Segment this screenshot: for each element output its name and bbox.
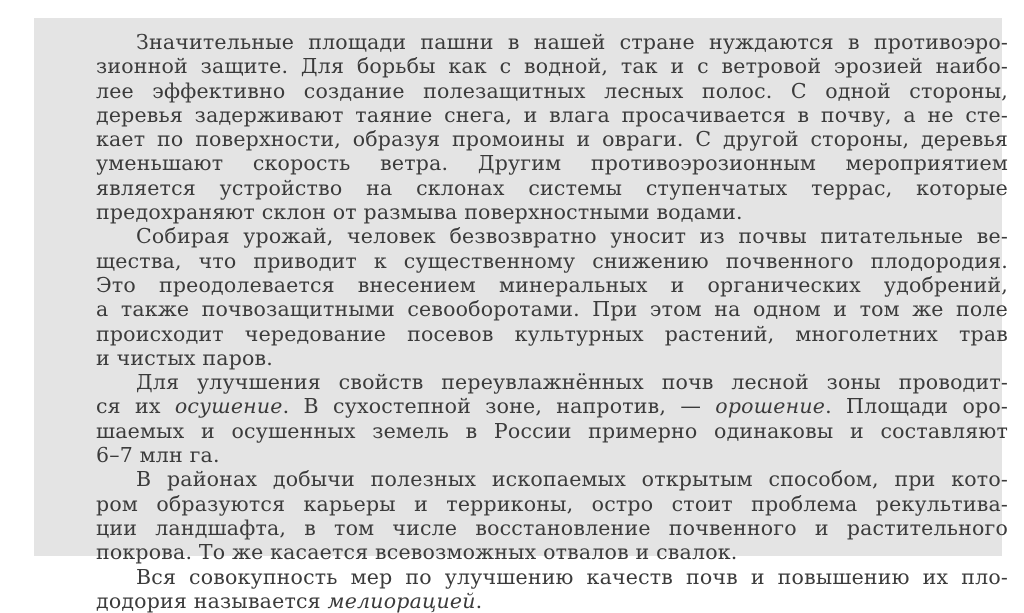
text-line: кает по поверхности, образуя промоины и овраги. С другой стороны, деревья	[96, 127, 1008, 152]
text-line: В районах добычи полезных ископаемых открытым способом, при кото-	[136, 467, 1008, 492]
text-line: лее эффективно создание полезащитных лесных полос. С одной стороны,	[96, 78, 1008, 103]
text-line: 6–7 млн га.	[96, 443, 220, 468]
text-line: Это преодолевается внесением минеральных и органических удобрений,	[96, 272, 1008, 297]
text-run: додория называется	[96, 588, 328, 613]
text-run: . Площади оро-	[825, 394, 1008, 419]
term-irrigation: орошение	[715, 394, 826, 419]
paragraph-2	[96, 224, 1008, 370]
text-line: покрова. То же касается всевозможных отвалов и свалок.	[96, 540, 738, 565]
text-line: предохраняют склон от размыва поверхностными водами.	[96, 200, 743, 225]
text-line: Для улучшения свойств переувлажнённых почв лесной зоны проводит-	[136, 370, 1008, 395]
scanned-textbook-page	[34, 18, 1008, 613]
term-melioration: мелиорацией	[327, 588, 476, 613]
text-line: щества, что приводит к существенному снижению почвенного плодородия.	[96, 248, 1008, 273]
text-run: ся их	[96, 394, 175, 419]
text-line: является устройство на склонах системы ступенчатых террас, которые	[96, 175, 1008, 200]
text-line: происходит чередование посевов культурных растений, многолетних трав	[96, 321, 1008, 346]
text-line: и чистых паров.	[96, 345, 274, 370]
paragraph-1	[96, 30, 1008, 224]
text-line: ром образуются карьеры и терриконы, остро стоит проблема рекультива-	[96, 491, 1008, 516]
text-line: Вся совокупность мер по улучшению качеств почв и повышению их пло-	[136, 564, 1008, 589]
paragraph-5	[96, 565, 1008, 613]
text-line: Собирая урожай, человек безвозвратно уносит из почвы питательные ве-	[136, 224, 1008, 249]
text-line: а также почвозащитными севооборотами. При этом на одном и том же поле	[96, 297, 1008, 322]
paragraph-4	[96, 467, 1008, 564]
text-run: . В сухостепной зоне, напротив, —	[282, 394, 716, 419]
text-line: уменьшают скорость ветра. Другим противоэрозионным мероприятием	[96, 151, 1008, 176]
text-line: деревья задерживают таяние снега, и влага просачивается в почву, а не сте-	[96, 102, 1008, 127]
text-line: зионной защите. Для борьбы как с водной, так и с ветровой эрозией наибо-	[96, 54, 1008, 79]
paragraph-3	[96, 370, 1008, 467]
text-line: ции ландшафта, в том числе восстановление почвенного и растительного	[96, 515, 1008, 540]
term-drainage: осушение	[174, 394, 283, 419]
text-line	[96, 394, 1008, 418]
text-line: Значительные площади пашни в нашей стране нуждаются в противоэро-	[136, 30, 1008, 54]
text-line: шаемых и осушенных земель в России примерно одинаковы и составляют	[96, 418, 1008, 443]
text-run: .	[475, 588, 483, 613]
body-text	[96, 30, 1008, 613]
text-line	[96, 589, 1008, 613]
